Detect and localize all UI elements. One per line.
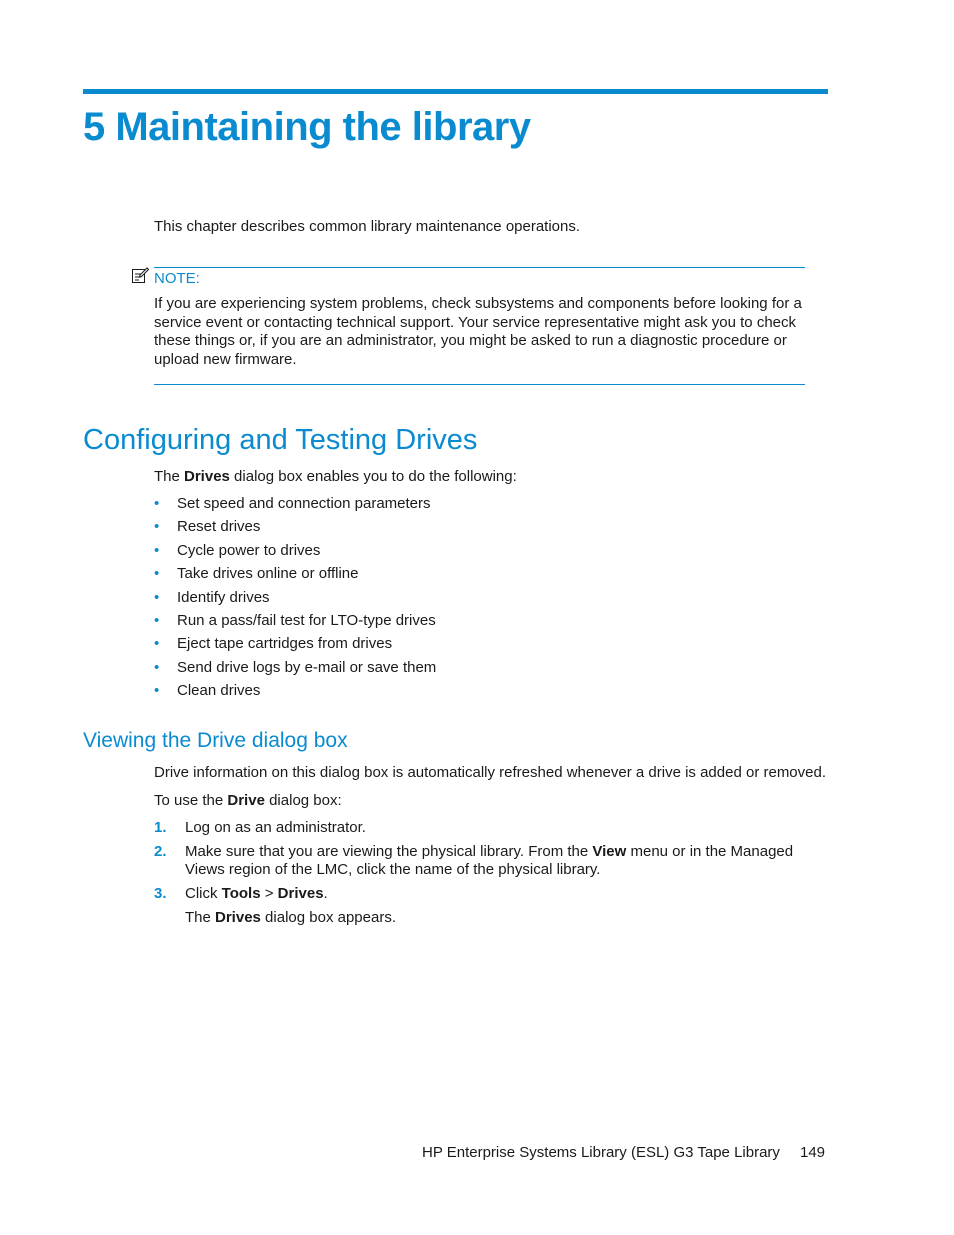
section-lead: The Drives dialog box enables you to do the following: bbox=[154, 468, 517, 485]
capabilities-list bbox=[154, 494, 436, 705]
bullet-icon: • bbox=[154, 518, 160, 536]
note-top-rule bbox=[154, 267, 805, 268]
list-item: • Set speed and connection parameters bbox=[154, 495, 431, 512]
list-item: • Send drive logs by e-mail or save them bbox=[154, 658, 437, 676]
procedure-lead: To use the Drive dialog box: bbox=[154, 792, 342, 809]
note-body: If you are experiencing system problems, check subsystems and components before looking for a service event or contacting technical support. Your service representative might ask you to check these things or, if you are an administrator, you might be asked to run a diagnostic procedure or upload new firmware. bbox=[154, 295, 802, 369]
list-item: • Identify drives bbox=[154, 588, 270, 606]
bullet-icon: • bbox=[154, 541, 160, 559]
page-number: 149 bbox=[800, 1144, 826, 1161]
bullet-icon: • bbox=[154, 565, 160, 583]
section-paragraph: Drive information on this dialog box is automatically refreshed whenever a drive is added or removed. bbox=[154, 764, 827, 781]
procedure-steps bbox=[154, 819, 834, 908]
list-item: • Clean drives bbox=[154, 682, 261, 700]
note-icon bbox=[131, 266, 149, 284]
chapter-title: 5 Maintaining the library bbox=[83, 105, 531, 149]
bullet-icon: • bbox=[154, 588, 160, 606]
note-bottom-rule bbox=[154, 384, 805, 385]
step-result: The Drives dialog box appears. bbox=[185, 909, 396, 926]
step-item: 2. Make sure that you are viewing the physical library. From the View menu or in the Managed Views region of the LMC, click the name of the physical library. bbox=[154, 842, 794, 878]
footer-title: HP Enterprise Systems Library (ESL) G3 Tape Library bbox=[422, 1144, 780, 1161]
bullet-icon: • bbox=[154, 658, 160, 676]
bullet-icon: • bbox=[154, 635, 160, 653]
note-label: NOTE: bbox=[154, 270, 200, 287]
step-item: 3. Click Tools > Drives. bbox=[154, 884, 328, 902]
bullet-icon: • bbox=[154, 611, 160, 629]
drives-term: Drives bbox=[184, 468, 230, 485]
bullet-icon: • bbox=[154, 682, 160, 700]
list-item: • Eject tape cartridges from drives bbox=[154, 635, 393, 653]
list-item: • Take drives online or offline bbox=[154, 565, 359, 583]
chapter-top-rule bbox=[83, 89, 828, 94]
list-item: • Cycle power to drives bbox=[154, 541, 321, 559]
section-heading-configuring: Configuring and Testing Drives bbox=[83, 424, 478, 456]
section-heading-viewing: Viewing the Drive dialog box bbox=[83, 729, 348, 752]
list-item: • Run a pass/fail test for LTO-type drives bbox=[154, 611, 436, 629]
list-item: • Reset drives bbox=[154, 518, 261, 536]
chapter-intro: This chapter describes common library maintenance operations. bbox=[154, 218, 581, 235]
step-item: 1. Log on as an administrator. bbox=[154, 819, 366, 836]
bullet-icon: • bbox=[154, 495, 160, 512]
